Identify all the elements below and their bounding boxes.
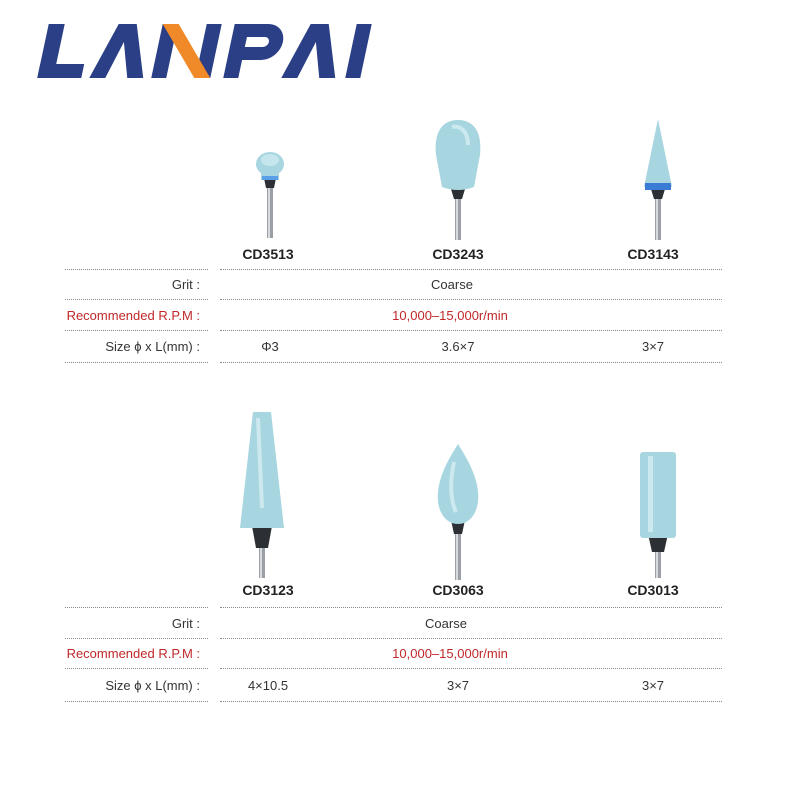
product-code: CD3243 bbox=[432, 246, 484, 262]
product-code: CD3513 bbox=[242, 246, 294, 262]
product-code: CD3063 bbox=[432, 582, 484, 598]
divider bbox=[65, 638, 208, 639]
pointed-cone-icon bbox=[618, 115, 698, 240]
product-image-cd3513 bbox=[230, 138, 310, 238]
grit-value: Coarse bbox=[431, 277, 473, 292]
divider bbox=[65, 668, 208, 669]
divider bbox=[65, 330, 208, 331]
size-value: 3×7 bbox=[641, 678, 665, 693]
divider bbox=[65, 701, 208, 702]
product-code: CD3143 bbox=[627, 246, 679, 262]
divider bbox=[220, 299, 722, 300]
divider bbox=[220, 701, 722, 702]
inverted-cone-icon bbox=[222, 408, 302, 578]
product-code: CD3123 bbox=[242, 582, 294, 598]
size-value: Φ3 bbox=[261, 339, 279, 354]
brand-logo bbox=[28, 18, 418, 84]
rpm-label: Recommended R.P.M : bbox=[66, 646, 200, 661]
product-image-cd3123 bbox=[222, 408, 302, 508]
divider bbox=[220, 330, 722, 331]
divider bbox=[220, 638, 722, 639]
grit-label: Grit : bbox=[171, 616, 200, 631]
product-image-cd3243 bbox=[418, 115, 498, 215]
flame-icon bbox=[418, 440, 498, 580]
divider bbox=[220, 668, 722, 669]
divider bbox=[65, 362, 208, 363]
size-value: 3.6×7 bbox=[441, 339, 475, 354]
divider bbox=[220, 607, 722, 608]
product-image-cd3143 bbox=[618, 115, 698, 215]
round-tip-taper-icon bbox=[418, 115, 498, 240]
divider bbox=[65, 269, 208, 270]
divider bbox=[65, 299, 208, 300]
ball-icon bbox=[230, 138, 310, 238]
size-label: Size ϕ x L(mm) : bbox=[105, 339, 200, 354]
grit-label: Grit : bbox=[171, 277, 200, 292]
size-value: 3×7 bbox=[641, 339, 665, 354]
size-value: 4×10.5 bbox=[247, 678, 289, 693]
cylinder-icon bbox=[618, 448, 698, 578]
product-code: CD3013 bbox=[627, 582, 679, 598]
grit-value: Coarse bbox=[425, 616, 467, 631]
product-image-cd3063 bbox=[418, 440, 498, 540]
rpm-value: 10,000–15,000r/min bbox=[392, 646, 508, 661]
divider bbox=[220, 269, 722, 270]
product-image-cd3013 bbox=[618, 448, 698, 548]
divider bbox=[65, 607, 208, 608]
rpm-label: Recommended R.P.M : bbox=[66, 308, 200, 323]
size-value: 3×7 bbox=[446, 678, 470, 693]
rpm-value: 10,000–15,000r/min bbox=[392, 308, 508, 323]
lanpai-logo-icon bbox=[28, 18, 418, 84]
size-label: Size ϕ x L(mm) : bbox=[105, 678, 200, 693]
divider bbox=[220, 362, 722, 363]
